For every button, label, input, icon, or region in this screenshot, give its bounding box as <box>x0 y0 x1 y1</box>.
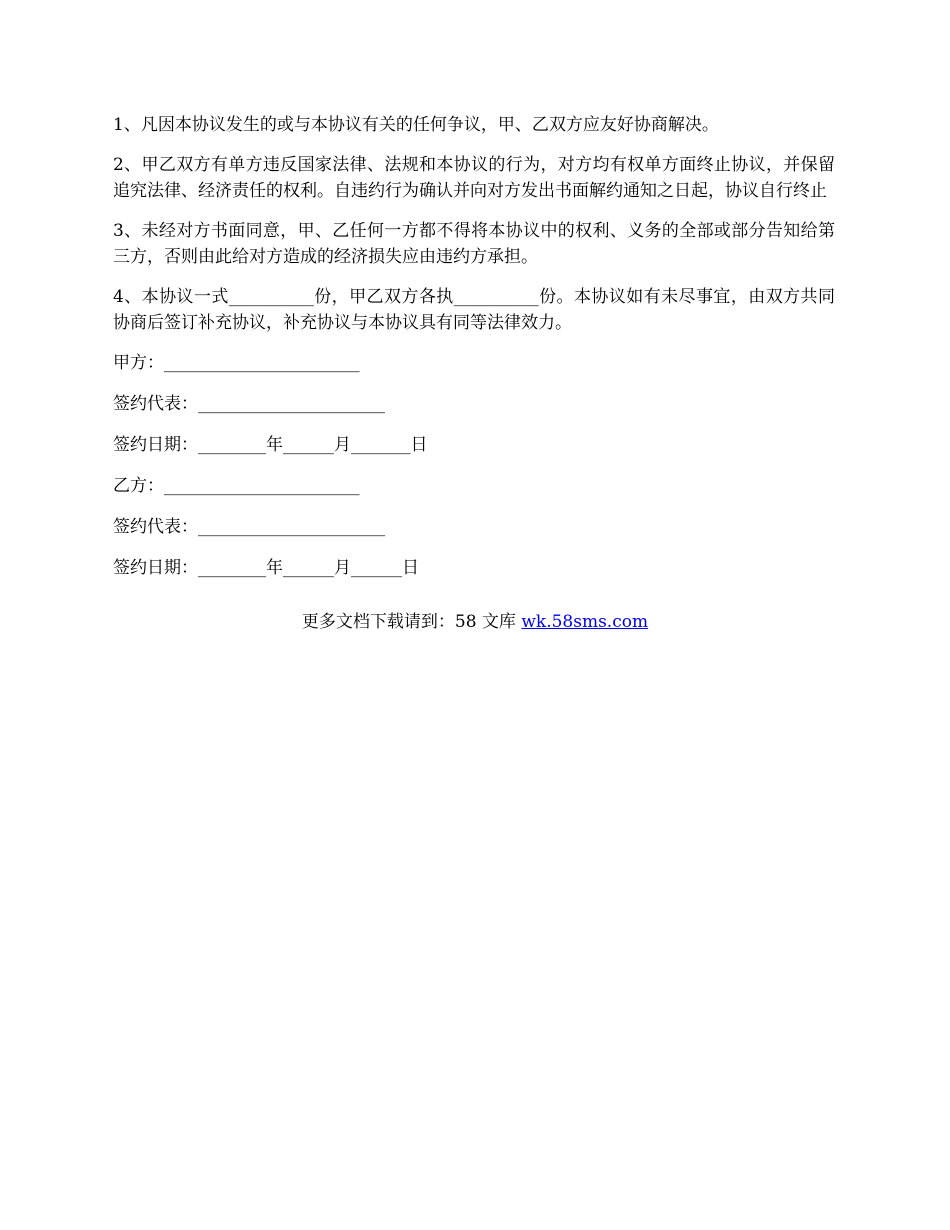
party-a-line: 甲方：_______________________ <box>113 353 360 373</box>
clause-2: 2、甲乙双方有单方违反国家法律、法规和本协议的行为，对方均有权单方面终止协议，并保留追究法律、经济责任的权利。自违约行为确认并向对方发出书面解约通知之日起，协议自行终止 <box>113 155 835 201</box>
footer-link[interactable]: wk.58sms.com <box>521 612 649 632</box>
party-b-date-line: 签约日期：________年______月______日 <box>113 558 419 578</box>
clause-4: 4、本协议一式__________份，甲乙双方各执__________份。本协议如有未尽事宜，由双方共同协商后签订补充协议，补充协议与本协议具有同等法律效力。 <box>113 287 835 333</box>
clause-1: 1、凡因本协议发生的或与本协议有关的任何争议，甲、乙双方应友好协商解决。 <box>113 115 719 135</box>
document-body <box>113 112 835 596</box>
party-a-representative-line: 签约代表：______________________ <box>113 394 385 414</box>
clause-3: 3、未经对方书面同意，甲、乙任何一方都不得将本协议中的权利、义务的全部或部分告知给第三方，否则由此给对方造成的经济损失应由违约方承担。 <box>113 221 835 267</box>
party-b-representative-line: 签约代表：______________________ <box>113 517 385 537</box>
download-footer <box>0 609 950 635</box>
party-b-line: 乙方：_______________________ <box>113 476 360 496</box>
party-a-date-line: 签约日期：________年______月_______日 <box>113 435 428 455</box>
footer-text: 更多文档下载请到：58 文库 <box>301 612 522 632</box>
